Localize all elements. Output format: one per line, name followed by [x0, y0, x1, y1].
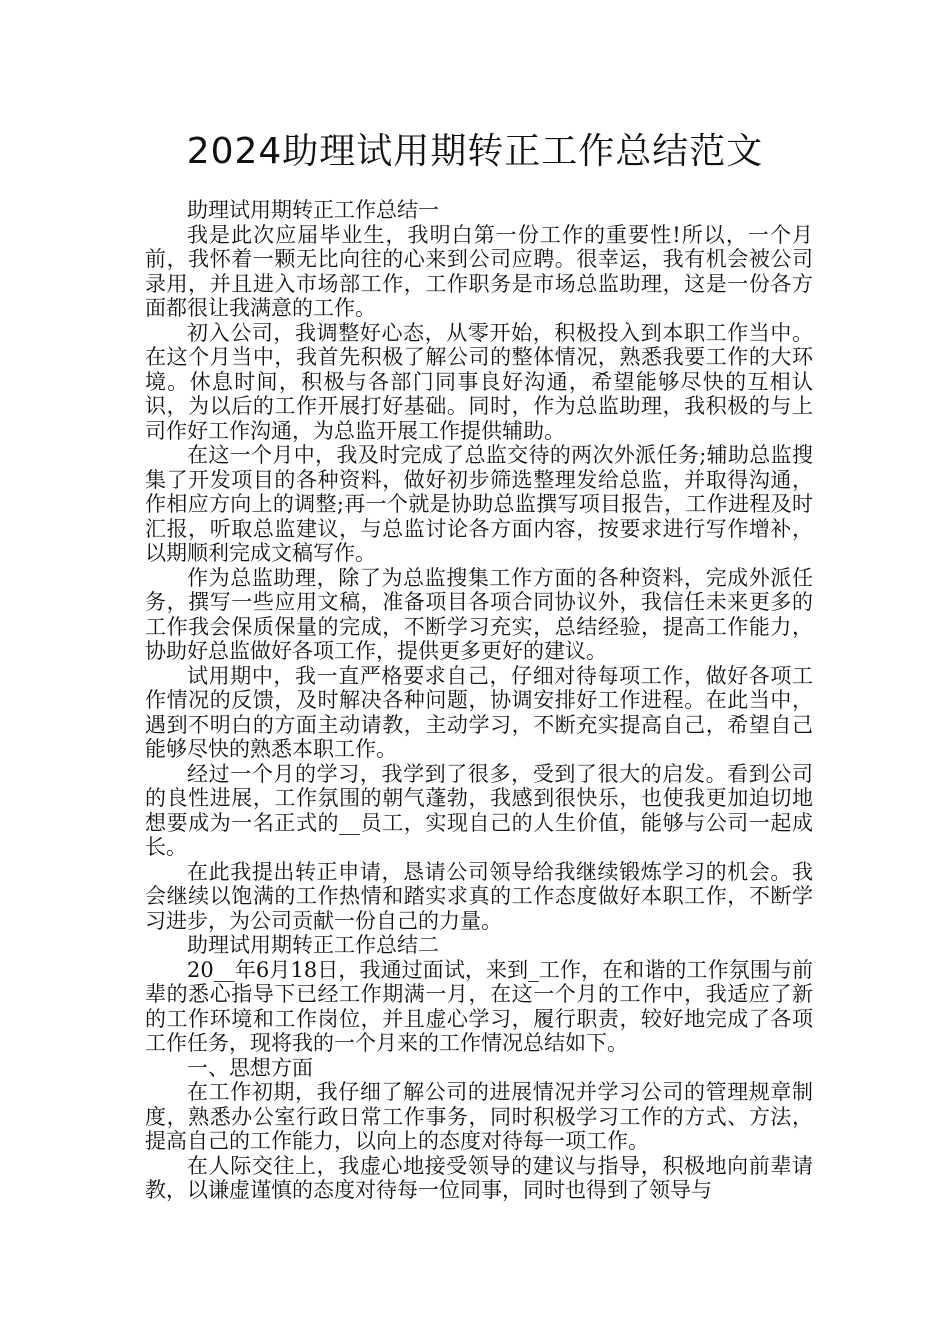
document-title: 2024助理试用期转正工作总结范文 — [186, 131, 764, 172]
paragraph: 作为总监助理，除了为总监搜集工作方面的各种资料，完成外派任务，撰写一些应用文稿，准备项目各项合同协议外，我信任未来更多的工作我会保质保量的完成，不断学习充实，总结经验，提高工作能力，协助好总监做好各项工作，提供更多更好的建议。 — [145, 565, 813, 663]
paragraph: 我是此次应届毕业生，我明白第一份工作的重要性!所以，一个月前，我怀着一颗无比向往的心来到公司应聘。很幸运，我有机会被公司录用，并且进入市场部工作，工作职务是市场总监助理，这是一份各方面都很让我满意的工作。 — [145, 222, 813, 320]
section-heading: 助理试用期转正工作总结一 — [187, 198, 439, 222]
paragraph: 20__年6月18日，我通过面试，来到_工作，在和谐的工作氛围与前辈的悉心指导下已经工作期满一月，在这一个月的工作中，我适应了新的工作环境和工作岗位，并且虚心学习，履行职责，较好地完成了各项工作任务，现将我的一个月来的工作情况总结如下。 — [145, 957, 813, 1055]
paragraph: 在人际交往上，我虚心地接受领导的建议与指导，积极地向前辈请教，以谦虚谨慎的态度对待每一位同事，同时也得到了领导与 — [145, 1153, 813, 1202]
paragraph: 在工作初期，我仔细了解公司的进展情况并学习公司的管理规章制度，熟悉办公室行政日常工作事务，同时积极学习工作的方式、方法，提高自己的工作能力，以向上的态度对待每一项工作。 — [145, 1080, 813, 1153]
paragraph: 在此我提出转正申请，恳请公司领导给我继续锻炼学习的机会。我会继续以饱满的工作热情和踏实求真的工作态度做好本职工作，不断学习进步，为公司贡献一份自己的力量。 — [145, 859, 813, 933]
paragraph: 在这一个月中，我及时完成了总监交待的两次外派任务;辅助总监搜集了开发项目的各种资料，做好初步筛选整理发给总监，并取得沟通，作相应方向上的调整;再一个就是协助总监撰写项目报告，工作进程及时汇报，听取总监建议，与总监讨论各方面内容，按要求进行写作增补，以期顺利完成文稿写作。 — [145, 443, 813, 565]
paragraph: 初入公司，我调整好心态，从零开始，积极投入到本职工作当中。在这个月当中，我首先积极了解公司的整体情况，熟悉我要工作的大环境。休息时间，积极与各部门同事良好沟通，希望能够尽快的互相认识，为以后的工作开展打好基础。同时，作为总监助理，我积极的与上司作好工作沟通，为总监开展工作提供辅助。 — [145, 320, 813, 443]
paragraph: 试用期中，我一直严格要求自己，仔细对待每项工作，做好各项工作情况的反馈，及时解决各种问题，协调安排好工作进程。在此当中，遇到不明白的方面主动请教，主动学习，不断充实提高自己，希望自己能够尽快的熟悉本职工作。 — [145, 663, 813, 761]
subsection-heading: 一、思想方面 — [187, 1055, 313, 1080]
document-body — [145, 198, 813, 1203]
section-heading: 助理试用期转正工作总结二 — [187, 933, 439, 957]
paragraph: 经过一个月的学习，我学到了很多，受到了很大的启发。看到公司的良性进展，工作氛围的朝气蓬勃，我感到很快乐，也使我更加迫切地想要成为一名正式的__员工，实现自己的人生价值，能够与公司一起成长。 — [145, 761, 813, 859]
